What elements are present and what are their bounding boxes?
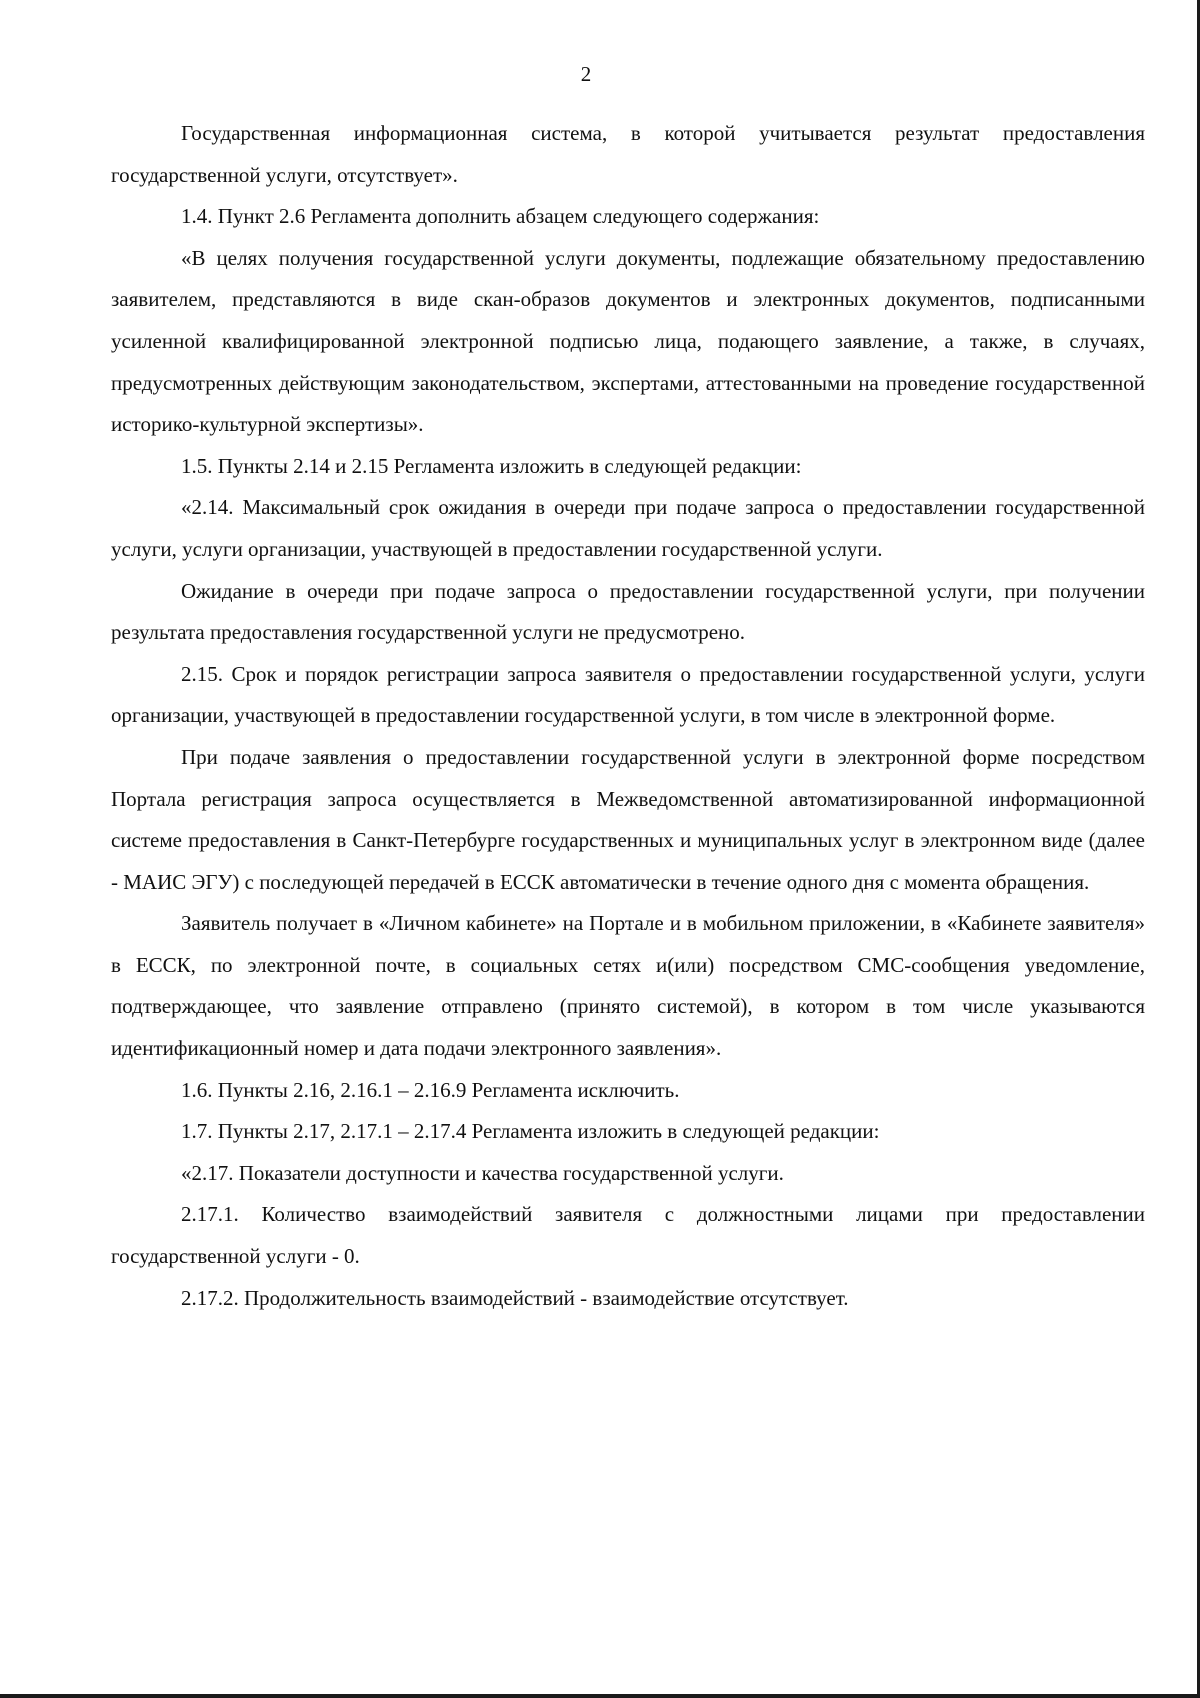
paragraph: 1.6. Пункты 2.16, 2.16.1 – 2.16.9 Регламента исключить.	[181, 1077, 680, 1102]
paragraph: «В целях получения государственной услуги документы, подлежащие обязательному предоставлению заявителем, представляются в виде скан-образов документов и электронных документов, подписанными усиленной квалифицированной электронной подписью лица, подающего заявление, а также, в случаях, предусмотренных действующим законодательством, экспертами, аттестованными на проведение государственной историко-культурной экспертизы».	[111, 245, 1145, 437]
paragraph: Заявитель получает в «Личном кабинете» на Портале и в мобильном приложении, в «Кабинете заявителя» в ЕССК, по электронной почте, в социальных сетях и(или) посредством СМС-сообщения уведомление, подтверждающее, что заявление отправлено (принято системой), в котором в том числе указываются идентификационный номер и дата подачи электронного заявления».	[111, 911, 1145, 1061]
paragraph: 1.7. Пункты 2.17, 2.17.1 – 2.17.4 Регламента изложить в следующей редакции:	[181, 1119, 880, 1144]
document-body	[111, 113, 1145, 1319]
paragraph: При подаче заявления о предоставлении государственной услуги в электронной форме посредством Портала регистрация запроса осуществляется в Межведомственной автоматизированной информационной системе предоставления в Санкт-Петербурге государственных и муниципальных услуг в электронном виде (далее - МАИС ЭГУ) с последующей передачей в ЕССК автоматически в течение одного дня с момента обращения.	[111, 744, 1145, 894]
paragraph: 1.4. Пункт 2.6 Регламента дополнить абзацем следующего содержания:	[181, 204, 820, 229]
paragraph: Ожидание в очереди при подаче запроса о предоставлении государственной услуги, при получении результата предоставления государственной услуги не предусмотрено.	[111, 578, 1145, 645]
page-number: 2	[580, 62, 592, 86]
scan-edge-bottom	[0, 1694, 1200, 1698]
paragraph: «2.14. Максимальный срок ожидания в очереди при подаче запроса о предоставлении государственной услуги, услуги организации, участвующей в предоставлении государственной услуги.	[111, 495, 1145, 561]
paragraph: 2.15. Срок и порядок регистрации запроса заявителя о предоставлении государственной услуги, услуги организации, участвующей в предоставлении государственной услуги, в том числе в электронной форме.	[111, 661, 1145, 728]
paragraph: 1.5. Пункты 2.14 и 2.15 Регламента изложить в следующей редакции:	[181, 453, 802, 478]
paragraph: Государственная информационная система, в которой учитывается результат предоставления государственной услуги, отсутствует».	[111, 121, 1145, 187]
paragraph: «2.17. Показатели доступности и качества государственной услуги.	[181, 1160, 784, 1185]
paragraph: 2.17.1. Количество взаимодействий заявителя с должностными лицами при предоставлении государственной услуги - 0.	[111, 1202, 1145, 1269]
paragraph: 2.17.2. Продолжительность взаимодействий - взаимодействие отсутствует.	[181, 1285, 849, 1310]
